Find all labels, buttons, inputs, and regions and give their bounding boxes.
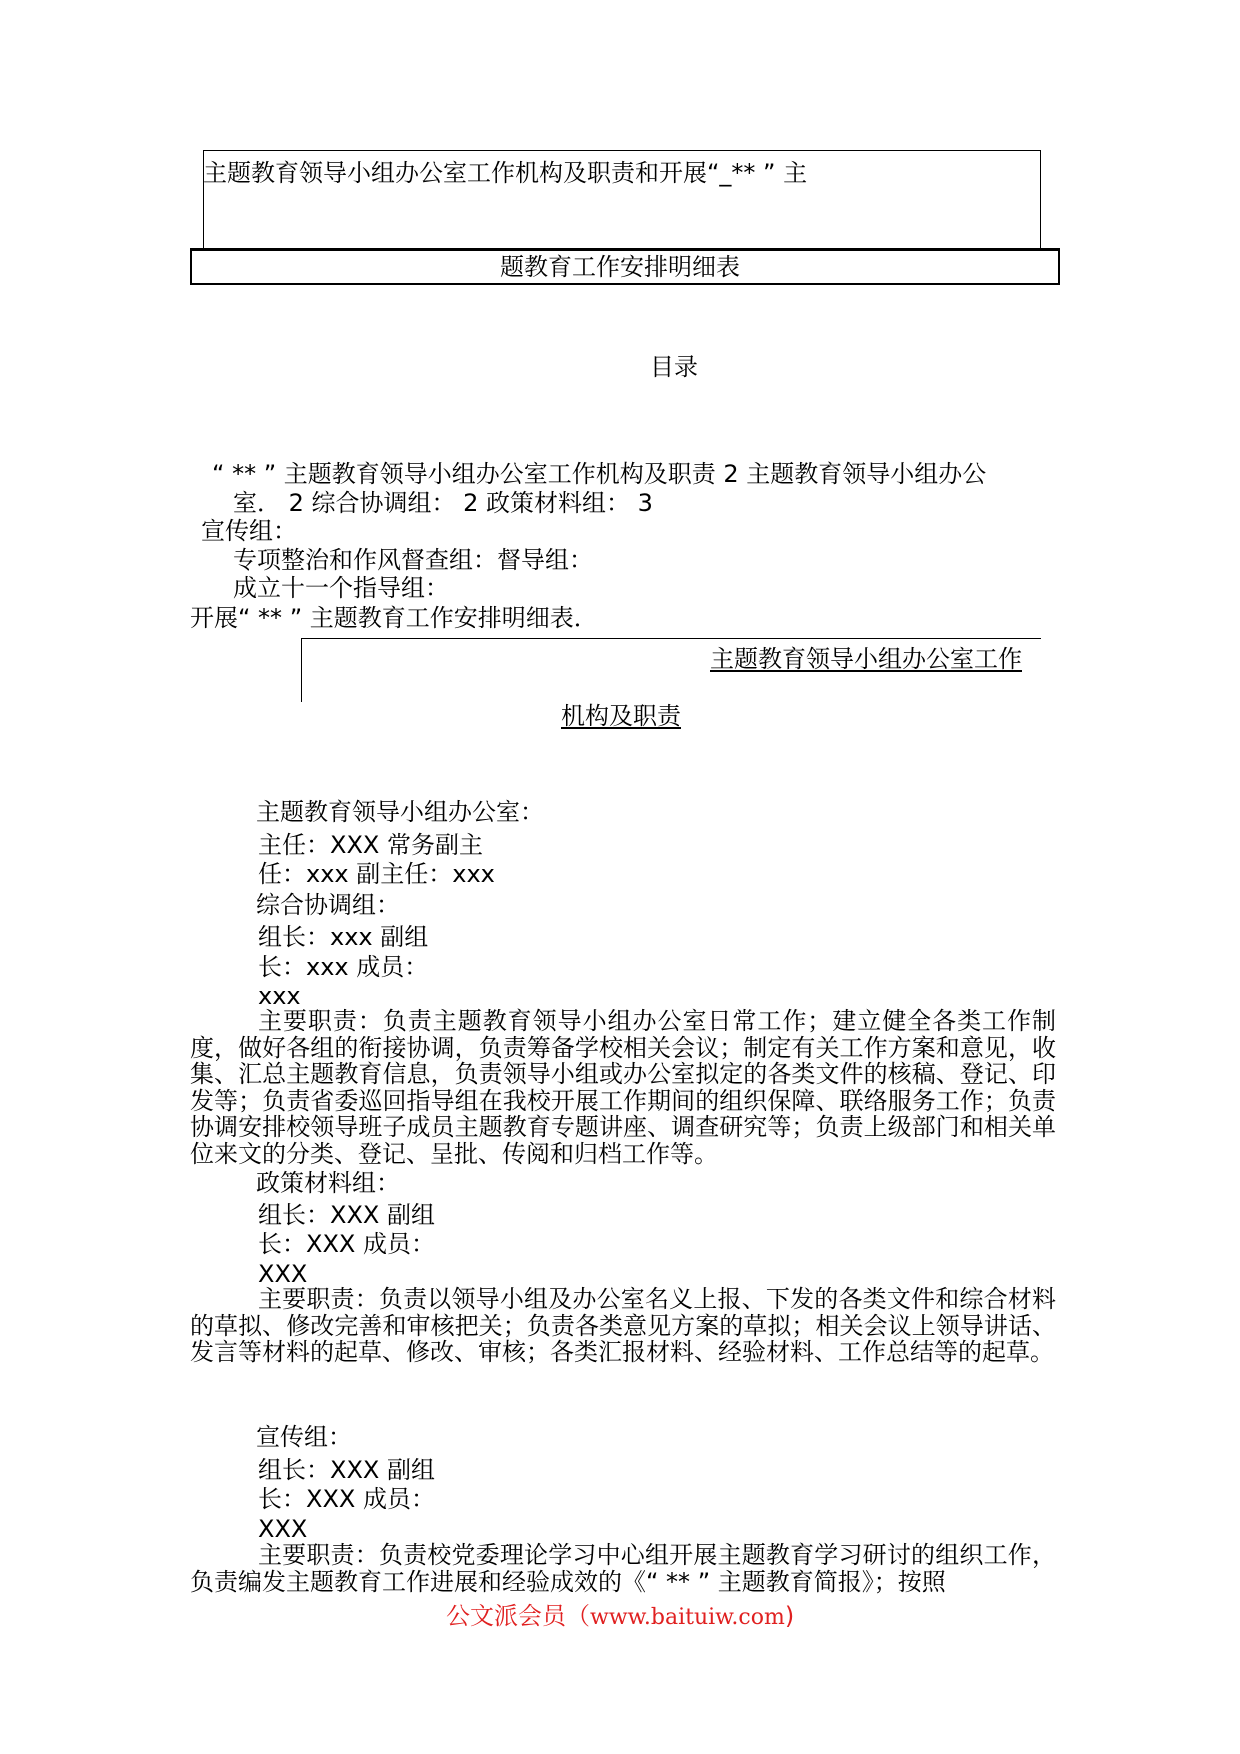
toc-entry-schedule: 开展“ ** ” 主题教育工作安排明细表． <box>190 604 598 632</box>
document-title-line1: 主题教育领导小组办公室工作机构及职责和开展“_** ” 主 <box>203 159 808 187</box>
coordination-line1: 组长：xxx 副组 <box>258 923 429 951</box>
policy-line3: XXX <box>258 1260 308 1288</box>
section-title-line2: 机构及职责 <box>561 702 681 730</box>
header-box-top-border <box>203 150 1041 151</box>
office-line2: 任：xxx 副主任：xxx <box>258 860 495 888</box>
footer-url[interactable]: www.baituiw.com <box>590 1605 785 1630</box>
policy-duties: 主要职责：负责以领导小组及办公室名义上报、下发的各类文件和综合材料的草拟、修改完善和审核把关；负责各类意见方案的草拟；相关会议上领导讲话、发言等材料的起草、修改、审核；各类汇报材料、经验材料、工作总结等的起草。 <box>190 1285 1056 1366</box>
toc-entry-1-line2: 室． 2 综合协调组： 2 政策材料组： 3 <box>233 489 653 517</box>
publicity-line1: 组长：XXX 副组 <box>258 1456 435 1484</box>
policy-heading: 政策材料组： <box>256 1169 400 1197</box>
publicity-heading: 宣传组： <box>256 1423 352 1451</box>
document-title-line2: 题教育工作安排明细表 <box>500 253 740 281</box>
publicity-duties: 主要职责：负责校党委理论学习中心组开展主题教育学习研讨的组织工作，负责编发主题教育工作进展和经验成效的《“ ** ” 主题教育简报》；按照 <box>190 1541 1056 1596</box>
toc-entry-1-line1: “ ** ” 主题教育领导小组办公室工作机构及职责 2 主题教育领导小组办公 <box>212 460 987 488</box>
publicity-line2: 长：XXX 成员： <box>258 1485 435 1513</box>
office-heading: 主题教育领导小组办公室： <box>256 798 544 826</box>
header-row-right-border <box>1058 248 1060 285</box>
toc-entry-publicity: 宣传组： <box>201 517 297 545</box>
toc-entry-inspection: 专项整治和作风督查组：督导组： <box>233 546 593 574</box>
coordination-line3: xxx <box>258 982 301 1010</box>
coordination-heading: 综合协调组： <box>256 891 400 919</box>
toc-entry-guidance: 成立十一个指导组： <box>233 574 449 602</box>
toc-heading: 目录 <box>650 353 698 381</box>
footer-label: 公文派会员（ <box>446 1602 590 1630</box>
publicity-line3: XXX <box>258 1515 308 1543</box>
policy-line2: 长：XXX 成员： <box>258 1230 435 1258</box>
coordination-duties: 主要职责：负责主题教育领导小组办公室日常工作；建立健全各类工作制度，做好各组的衔接协调，负责筹备学校相关会议；制定有关工作方案和意见，收集、汇总主题教育信息，负责领导小组或办公室拟定的各类文件的核稿、登记、印发等；负责省委巡回指导组在我校开展工作期间的组织保障、联络服务工作；负责协调安排校领导班子成员主题教育专题讲座、调查研究等；负责上级部门和相关单位来文的分类、登记、呈批、传阅和归档工作等。 <box>190 1007 1056 1168</box>
header-box-right-border <box>1040 150 1041 248</box>
coordination-line2: 长：xxx 成员： <box>258 953 429 981</box>
policy-line1: 组长：XXX 副组 <box>258 1201 435 1229</box>
section-title-line1: 主题教育领导小组办公室工作 <box>710 645 1022 673</box>
header-thick-rule <box>190 248 1060 251</box>
section-box-left-border <box>301 638 302 702</box>
footer-watermark <box>446 1596 794 1631</box>
section-box-top-border <box>301 638 1041 639</box>
header-row-left-border <box>190 248 192 285</box>
office-line1: 主任：XXX 常务副主 <box>258 831 483 859</box>
header-bottom-rule <box>190 283 1060 285</box>
footer-close: ) <box>784 1602 795 1630</box>
